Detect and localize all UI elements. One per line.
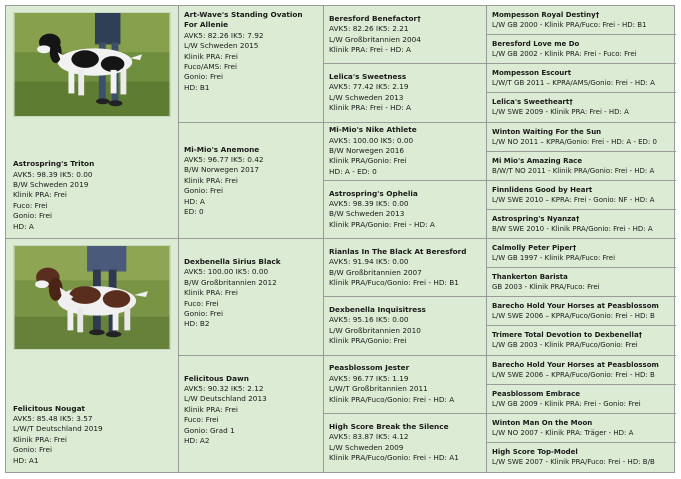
ancestor-name: Finnlidens Good by Heart — [492, 185, 593, 194]
ancestor-name: Trimere Total Devotion to Dexbenella† — [492, 331, 643, 340]
dam-detail-line: Klinik PRA: Frei — [13, 434, 67, 444]
ancestor-name: Art-Wave's Standing Ovation For Allenie — [184, 10, 303, 30]
ancestor-detail-line: L/W Deutschland 2013 — [184, 394, 267, 404]
ancestor-cell-gen2 — [179, 123, 324, 240]
ancestor-name: Mompesson Royal Destiny† — [492, 11, 600, 20]
ancestor-name: Winton Man On the Moon — [492, 418, 593, 427]
ancestor-detail-line: Fuco: Frei — [184, 415, 219, 425]
ancestor-detail-line: Klinik PRA/Gonio: Frei - HD: A — [329, 219, 435, 229]
ancestor-detail-line: L/W SWE 2010 – KPRA: Frei - Gonio: NF - HD: A — [492, 195, 655, 204]
ancestor-detail-line: B/W/T NO 2011 - Klinik PRA/Gonio: Frei - HD: A — [492, 166, 655, 175]
ancestor-name: Dexbenella Inquisitress — [329, 305, 426, 315]
ancestor-detail-line: Gonio: Frei — [184, 186, 224, 196]
ancestor-detail-line: Gonio: Frei — [184, 72, 224, 82]
ancestor-detail-line: L/W Großbritannien 2010 — [329, 325, 421, 335]
ancestor-name: High Score Top-Model — [492, 448, 578, 457]
ancestor-cell-gen4 — [487, 297, 676, 326]
ancestor-detail-line: L/W/T Großbritannien 2011 — [329, 384, 428, 394]
sire-detail-line: Gonio: Frei — [13, 211, 53, 221]
ancestor-detail-line: L/W GB 2009 - Klinik PRA: Frei - Gonio: Frei — [492, 399, 641, 408]
ancestor-name: High Score Break the Silence — [329, 422, 449, 432]
ancestor-detail-line: L/W Großbritannien 2004 — [329, 34, 421, 44]
ancestor-cell-gen4 — [487, 210, 676, 239]
ancestor-cell-gen3 — [324, 239, 487, 297]
ancestor-cell-gen4 — [487, 64, 676, 93]
ancestor-detail-line: AVK5: 100.00 IK5: 0.00 — [184, 267, 269, 277]
ancestor-name: Barecho Hold Your Horses at Peasblossom — [492, 360, 659, 369]
ancestor-detail-line: HD: A - ED: 0 — [329, 166, 377, 176]
ancestor-cell-gen3 — [324, 123, 487, 181]
ancestor-detail-line: L/W Schweden 2013 — [329, 92, 404, 102]
sire-name: Astrospring's Triton — [13, 159, 95, 169]
ancestor-name: Astrospring's Ophelia — [329, 188, 418, 198]
ancestor-detail-line: GB 2003 - Klinik PRA/Fuco: Frei — [492, 283, 600, 292]
ancestor-cell-gen4 — [487, 385, 676, 414]
ancestor-detail-line: AVK5: 82.26 IK5: 7.92 — [184, 30, 264, 40]
sire-detail-line: B/W Schweden 2019 — [13, 179, 89, 189]
ancestor-detail-line: B/W SWE 2010 - Klinik PRA/Gonio: Frei - HD: A — [492, 224, 653, 233]
ancestor-detail-line: B/W Norwegen 2017 — [184, 165, 260, 175]
dam-detail-line: L/W/T Deutschland 2019 — [13, 424, 103, 434]
dam-cell — [6, 239, 179, 472]
sire-detail-line: HD: A — [13, 221, 34, 231]
ancestor-detail-line: AVK5: 95.16 IK5: 0.00 — [329, 315, 409, 325]
ancestor-detail-line: Klinik PRA: Frei - HD: A — [329, 45, 412, 55]
sire-detail-line: AVK5: 98.39 IK5: 0.00 — [13, 169, 93, 179]
ancestor-detail-line: Klinik PRA: Frei — [184, 404, 238, 414]
ancestor-detail-line: L/W NO 2011 – KPRA/Gonio: Frei - HD: A - ED: 0 — [492, 137, 657, 146]
ancestor-detail-line: Klinik PRA: Frei - HD: A — [329, 103, 412, 113]
ancestor-name: Lelica's Sweetness — [329, 72, 407, 82]
ancestor-detail-line: AVK5: 82.26 IK5: 2.21 — [329, 24, 409, 34]
ancestor-detail-line: HD: B1 — [184, 82, 210, 92]
ancestor-name: Lelica's Sweetheart† — [492, 98, 573, 107]
ancestor-name: Thankerton Barista — [492, 273, 568, 282]
ancestor-cell-gen4 — [487, 152, 676, 181]
ancestor-cell-gen3 — [324, 356, 487, 414]
ancestor-cell-gen4 — [487, 93, 676, 122]
ancestor-detail-line: AVK5: 96.77 IK5: 1.19 — [329, 373, 409, 383]
ancestor-name: Felicitous Dawn — [184, 373, 249, 383]
ancestor-cell-gen4 — [487, 181, 676, 210]
ancestor-detail-line: AVK5: 100.00 IK5: 0.00 — [329, 135, 414, 145]
ancestor-detail-line: L/W/T GB 2011 – KPRA/AMS/Gonio: Frei - HD: A — [492, 79, 655, 88]
ancestor-detail-line: Klinik PRA/Fuco/Gonio: Frei - HD: A1 — [329, 453, 459, 463]
ancestor-detail-line: HD: B2 — [184, 319, 210, 329]
ancestor-name: Mi Mio's Amazing Race — [492, 156, 583, 165]
ancestor-detail-line: L/W GB 1997 - Klinik PRA/Fuco: Frei — [492, 254, 616, 263]
ancestor-name: Barecho Hold Your Horses at Peasblossom — [492, 302, 659, 311]
ancestor-detail-line: Klinik PRA/Gonio: Frei — [329, 156, 407, 166]
ancestor-detail-line: Klinik PRA/Gonio: Frei — [329, 336, 407, 346]
ancestor-detail-line: AVK5: 83.87 IK5: 4.12 — [329, 432, 409, 442]
ancestor-name: Peasblossom Jester — [329, 363, 410, 373]
ancestor-detail-line: L/W SWE 2006 – KPRA/Fuco/Gonio: Frei - HD: B — [492, 370, 655, 379]
dam-detail-line: Gonio: Frei — [13, 445, 53, 455]
ancestor-detail-line: L/W SWE 2007 - Klinik PRA/Fuco: Frei - HD: B/B — [492, 458, 655, 467]
ancestor-detail-line: L/W GB 2000 - Klinik PRA/Fuco: Frei - HD: B1 — [492, 21, 647, 30]
ancestor-name: Dexbenella Sirius Black — [184, 257, 281, 266]
dam-name: Felicitous Nougat — [13, 403, 85, 413]
ancestor-detail-line: HD: A2 — [184, 435, 210, 445]
sire-detail-line: Fuco: Frei — [13, 200, 48, 210]
ancestor-cell-gen4 — [487, 35, 676, 64]
ancestor-detail-line: B/W Großbritannien 2007 — [329, 267, 422, 277]
ancestor-detail-line: Klinik PRA: Frei — [184, 51, 238, 61]
ancestor-detail-line: AVK5: 91.94 IK5: 0.00 — [329, 257, 409, 267]
ancestor-cell-gen2 — [179, 239, 324, 356]
ancestor-cell-gen4 — [487, 268, 676, 297]
ancestor-detail-line: B/W Großbritannien 2012 — [184, 277, 277, 287]
sire-detail-line: Klinik PRA: Frei — [13, 190, 67, 200]
pedigree-table — [5, 5, 675, 473]
ancestor-name: Mompesson Escourt — [492, 69, 572, 78]
ancestor-detail-line: L/W Schweden 2009 — [329, 442, 404, 452]
ancestor-detail-line: AVK5: 98.39 IK5: 0.00 — [329, 198, 409, 208]
ancestor-detail-line: L/W SWE 2009 - Klinik PRA: Frei - HD: A — [492, 108, 629, 117]
ancestor-cell-gen4 — [487, 356, 676, 385]
ancestor-name: Mi-Mio's Anemone — [184, 144, 260, 154]
ancestor-cell-gen3 — [324, 414, 487, 472]
ancestor-detail-line: AVK5: 90.32 IK5: 2.12 — [184, 383, 264, 393]
ancestor-detail-line: B/W Norwegen 2016 — [329, 145, 405, 155]
ancestor-detail-line: Klinik PRA: Frei — [184, 288, 238, 298]
ancestor-detail-line: Gonio: Grad 1 — [184, 425, 235, 435]
ancestor-detail-line: Klinik PRA: Frei — [184, 175, 238, 185]
ancestor-cell-gen2 — [179, 6, 324, 123]
ancestor-detail-line: Klinik PRA/Fuco/Gonio: Frei - HD: B1 — [329, 278, 459, 288]
ancestor-detail-line: Fuco: Frei — [184, 298, 219, 308]
dam-detail-line: AVK5: 85.48 IK5: 3.57 — [13, 413, 93, 423]
ancestor-detail-line: AVK5: 96.77 IK5: 0.42 — [184, 154, 264, 164]
ancestor-name: Mi-Mio's Nike Athlete — [329, 125, 417, 135]
ancestor-detail-line: L/W NO 2007 - Klinik PRA: Träger - HD: A — [492, 428, 634, 437]
ancestor-detail-line: AVK5: 77.42 IK5: 2.19 — [329, 82, 409, 92]
ancestor-detail-line: Gonio: Frei — [184, 309, 224, 319]
sire-photo — [13, 12, 171, 117]
ancestor-detail-line: L/W Schweden 2015 — [184, 41, 259, 51]
ancestor-name: Astrospring's Nyanza† — [492, 214, 580, 223]
ancestor-name: Beresford Benefactor† — [329, 13, 421, 23]
ancestor-cell-gen4 — [487, 6, 676, 35]
ancestor-cell-gen3 — [324, 64, 487, 122]
ancestor-cell-gen4 — [487, 326, 676, 355]
ancestor-detail-line: HD: A — [184, 196, 205, 206]
ancestor-name: Calmolly Peter Piper† — [492, 244, 577, 253]
ancestor-name: Peasblossom Embrace — [492, 389, 581, 398]
ancestor-cell-gen4 — [487, 123, 676, 152]
ancestor-cell-gen4 — [487, 239, 676, 268]
ancestor-cell-gen4 — [487, 414, 676, 443]
dam-photo — [13, 245, 171, 350]
ancestor-name: Winton Waiting For the Sun — [492, 127, 602, 136]
ancestor-name: Rianlas In The Black At Beresford — [329, 246, 467, 256]
ancestor-cell-gen3 — [324, 297, 487, 355]
ancestor-name: Beresford Love me Do — [492, 40, 580, 49]
ancestor-detail-line: ED: 0 — [184, 206, 204, 216]
ancestor-detail-line: L/W GB 2003 - Klinik PRA/Fuco/Gonio: Frei — [492, 341, 638, 350]
ancestor-cell-gen3 — [324, 6, 487, 64]
dam-detail-line: HD: A1 — [13, 455, 39, 465]
ancestor-cell-gen3 — [324, 181, 487, 239]
ancestor-detail-line: Klinik PRA/Fuco/Gonio: Frei - HD: A — [329, 394, 455, 404]
ancestor-detail-line: B/W Schweden 2013 — [329, 209, 405, 219]
sire-cell — [6, 6, 179, 239]
ancestor-cell-gen4 — [487, 443, 676, 472]
ancestor-detail-line: Fuco/AMS: Frei — [184, 62, 238, 72]
ancestor-detail-line: L/W GB 2002 - Klinik PRA: Frei - Fuco: Frei — [492, 50, 637, 59]
ancestor-detail-line: L/W SWE 2006 – KPRA/Fuco/Gonio: Frei - HD: B — [492, 312, 655, 321]
ancestor-cell-gen2 — [179, 356, 324, 473]
